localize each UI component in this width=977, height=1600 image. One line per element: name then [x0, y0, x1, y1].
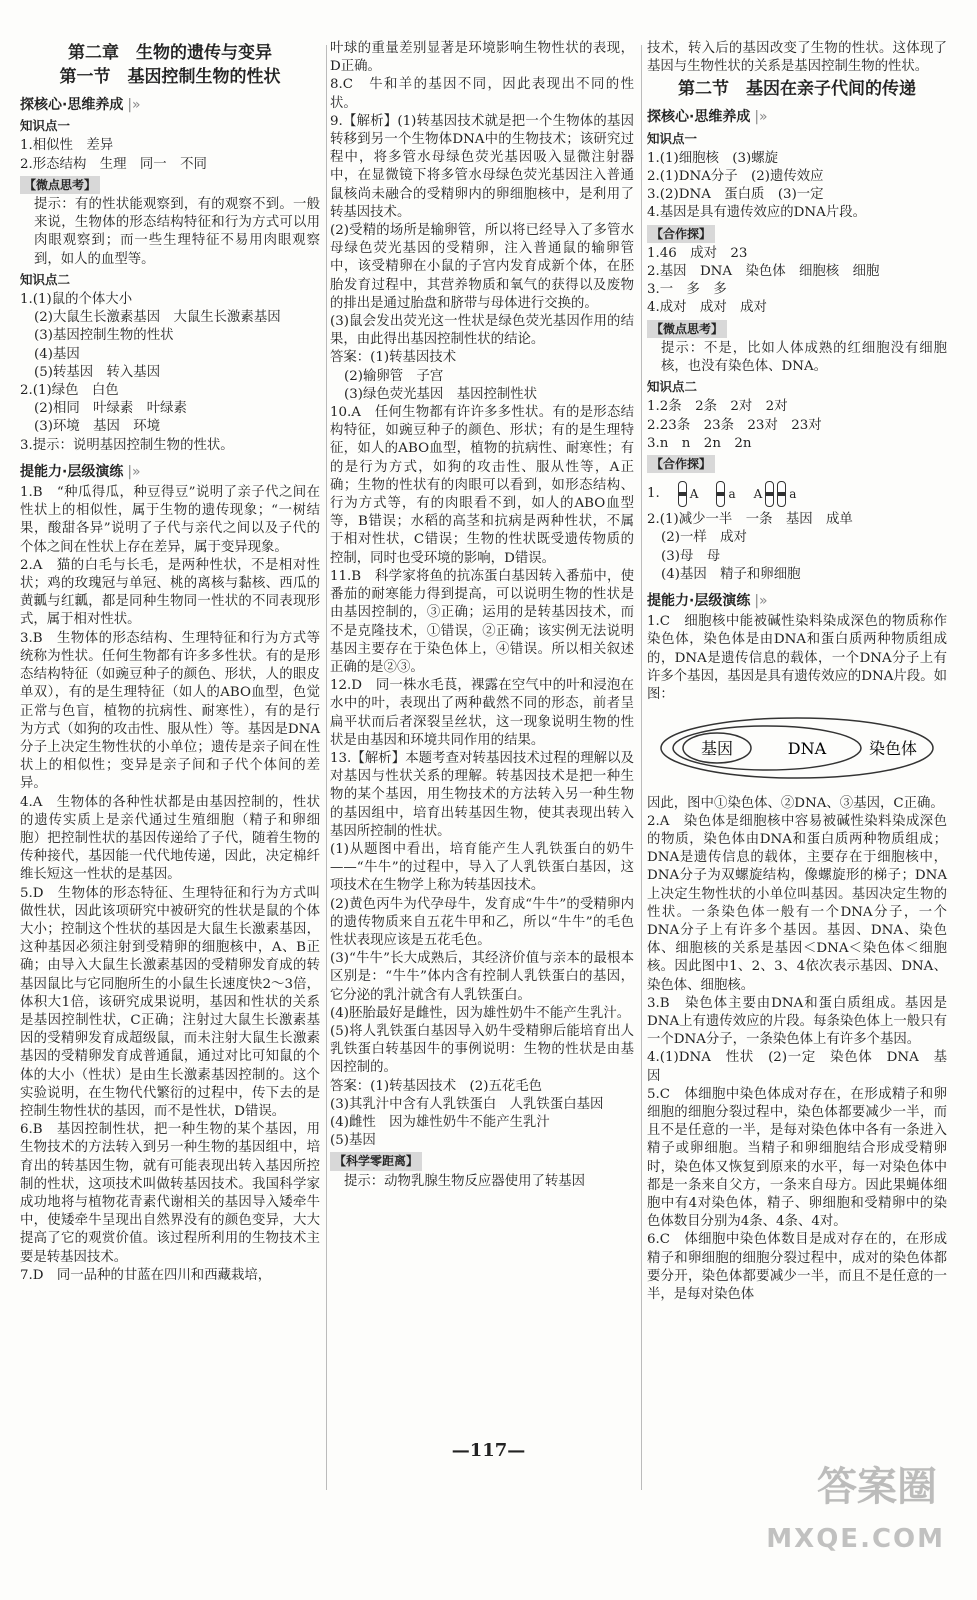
- think-text: 提示：有的性状能观察到，有的观察不到。一般来说，生物体的形态结构特征和行为方式可以用肉眼观察到；而一些生理特征不易用肉眼观察到，如人的血型等。: [34, 197, 320, 267]
- answer-item: 1.B “种瓜得瓜，种豆得豆”说明了亲子代之间在性状上的相似性，属于生物的遗传现象；“一树结果，酸甜各异”说明了子代与亲代之间以及子代的个体之间在性状上存在差异，属于变异现象。: [20, 485, 320, 555]
- column-divider: [641, 45, 642, 1490]
- section-header-explore: 探核心·思维养成 |»: [647, 109, 768, 126]
- list-item: 3.n n 2n 2n: [647, 435, 752, 451]
- answer-item: 7.D 同一品种的甘蓝在四川和西藏栽培，: [20, 1267, 272, 1283]
- list-item: 2.(1)绿色 白色: [20, 383, 119, 399]
- section-header-explore: 探核心·思维养成 |»: [20, 97, 141, 113]
- knowledge-point-2: 知识点二: [647, 379, 698, 395]
- answer-item: (3)“牛牛”长大成熟后，其经济价值与亲本的最根本区别是：“牛牛”体内含有控制人乳铁蛋白的基因，它分泌的乳汁就含有人乳铁蛋白。: [330, 951, 634, 1003]
- answer-item: 9.【解析】(1)转基因技术就是把一个生物体的基因转移到另一个生物体DNA中的生物技术；该研究过程中，将多管水母绿色荧光基因吸入显微注射器中，在显微镜下将多管水母绿色荧光基因注入普通鼠核尚未融合的受精卵内的卵细胞核中，是利用了转基因技术。: [330, 113, 634, 220]
- section-header-improve: 提能力·层级演练 |»: [647, 593, 768, 610]
- answer-item: 叶球的重量差别显著是环境影响生物性状的表现，D正确。: [330, 41, 634, 75]
- answer-item: 10.A 任何生物都有许许多多性状。有的是形态结构特征，如豌豆种子的颜色、形状；有的是生理特征，如人的ABO血型，植物的抗病性、耐寒性；有的是行为方式，如狗的攻击性、服从性等，A正确；生物的性状有的肉眼可以看到，如形态结构、行为方式等，有的肉眼看不到，如人的ABO血型等，B错误；水稻的高茎和抗病是两种性状，不属于相对性状，C错误；生物的性状既受遗传物质的控制，同时也受环境的影响，D错误。: [330, 405, 634, 566]
- list-item: (2)大鼠生长激素基因 大鼠生长激素基因: [34, 310, 281, 326]
- answer-item: 2.A 猫的白毛与长毛，是两种性状，不是相对性状；鸡的玫瑰冠与单冠、桃的离核与黏核、西瓜的黄瓤与红瓤，都是同种生物同一性状的不同表现形式，属于相对性状。: [20, 557, 320, 628]
- knowledge-point-1: 知识点一: [647, 130, 698, 146]
- venn-label-gene: 基因: [700, 739, 734, 759]
- watermark-logo: 答案圈: [817, 1464, 937, 1510]
- chromosome-icon: [777, 481, 786, 507]
- answer-item: 6.B 基因控制性状，把一种生物的某个基因，用生物技术的方法转入到另一种生物的基因组中，培育出的转基因生物，就有可能表现出转入基因所控制的性状，这项技术叫做转基因技术。我国科学家成功地将与植物花青素代谢相关的基因导入矮牵牛中，使矮牵牛呈现出自然界没有的颜色变异，大大提高了它的观赏价值。该过程所利用的生物技术主要是转基因技术。: [20, 1122, 320, 1265]
- answer-item: 5.D 生物体的形态特征、生理特征和行为方式叫做性状，因此该项研究中被研究的性状是鼠的个体大小；控制这个性状的基因是大鼠生长激素基因，这种基因必须注射到受精卵的细胞核中，A、B正确；由导入大鼠生长激素基因的受精卵发育成的转基因鼠比与它同胞所生的小鼠生长速度快2～3倍，体积大1倍，该研究成果说明，基因和性状的关系是基因控制性状，C正确；注射过大鼠生长激素基因的受精卵发育成超级鼠，而未注射大鼠生长激素基因的受精卵发育成普通鼠，通过对比可知鼠的个体的大小（性状）是由生长激素基因控制的。这个实验说明，在生物代代繁衍的过程中，传下去的是控制生物性状的基因，而不是性状，D错误。: [20, 885, 320, 1119]
- answer-item: 答案：(1)转基因技术 (2)五花毛色: [330, 1078, 543, 1094]
- answer-item: 13.【解析】本题考查对转基因技术过程的理解以及对基因与性状关系的理解。转基因技术是把一种生物的某个基因，用生物技术的方法转入另一种生物的基因组中，培育出转基因生物，使其表现出转入基因所控制的性状。: [330, 750, 634, 839]
- answer-item: (2)黄色丙牛为代孕母牛，发育成“牛牛”的受精卵内的遗传物质来自五花牛甲和乙，所以“牛牛”的毛色性状表现应该是五花毛色。: [330, 896, 634, 948]
- watermark-url: MXQE.COM: [766, 1524, 945, 1554]
- list-item: (4)基因 精子和卵细胞: [661, 566, 801, 582]
- coop-tag: 【合作探】: [647, 455, 715, 473]
- list-item: 3.一 多 多: [647, 282, 727, 298]
- list-item: 2.(1)减少一半 一条 基因 成单: [647, 512, 853, 528]
- list-item: (3)环境 基因 环境: [34, 419, 161, 435]
- knowledge-point-1: 知识点一: [20, 118, 71, 134]
- answer-item: 3.B 生物体的形态结构、生理特征和行为方式等统称为性状。任何生物都有许多多性状。有的是形态结构特征（如豌豆种子的颜色、形状，人的眼皮单双），有的是生理特征（如人的ABO血型，色觉正常与色盲，植物的抗病性、耐寒性），有的是行为方式（如狗的攻击性、服从性）等。基因是DNA分子上决定生物性状的小单位；遗传是亲子间在性状上的相似性；变异是亲子间和子代个体间的差异。: [20, 630, 320, 792]
- list-item: 1.(1)细胞核 (3)螺旋: [647, 150, 779, 166]
- chapter-title: 第二章 生物的遗传与变异: [68, 43, 272, 63]
- list-item: 2.形态结构 生理 同一 不同: [20, 156, 207, 172]
- list-item: 3.提示：说明基因控制生物的性状。: [20, 437, 234, 453]
- think-tag: 【微点思考】: [647, 320, 727, 338]
- chromosome-diagram: 1. A a A a: [647, 481, 947, 507]
- list-item: 2.23条 23条 23对 23对: [647, 417, 822, 433]
- answer-item: 技术，转入后的基因改变了生物的性状。这体现了基因与生物性状的关系是基因控制生物的性状。: [647, 41, 947, 75]
- chromosome-icon: [765, 481, 774, 507]
- chromosome-icon: [716, 481, 725, 507]
- venn-diagram: [657, 716, 937, 780]
- answer-item: (2)受精的场所是输卵管，所以将已经导入了多管水母绿色荧光基因的受精卵，注入普通鼠的输卵管中，该受精卵在小鼠的子宫内发育成新个体，在胚胎发育过程中，其营养物质和氧气的获得以及废物的排出是通过胎盘和脐带与母体进行交换的。: [330, 223, 634, 311]
- answer-item: (3)其乳汁中含有人乳铁蛋白 人乳铁蛋白基因: [330, 1096, 604, 1112]
- answer-item: 3.B 染色体主要由DNA和蛋白质组成。基因是DNA上有遗传效应的片段。每条染色体上一般只有一个DNA分子，一条染色体上有许多个基因。: [647, 995, 947, 1048]
- venn-label-dna: DNA: [787, 739, 827, 759]
- answer-item: (4)胚胎最好是雌性，因为雄性奶牛不能产生乳汁。: [330, 1005, 631, 1021]
- chromosome-pair: a: [716, 481, 735, 507]
- answer-item: 1.C 细胞核中能被碱性染料染成深色的物质称作染色体，染色体是由DNA和蛋白质两种物质组成的，DNA是遗传信息的载体，一个DNA分子上有许多个基因，基因是具有遗传效应的DNA片段。如图：: [647, 614, 947, 703]
- chromosome-pair: A: [678, 481, 699, 507]
- list-item: (4)基因: [34, 346, 80, 362]
- answer-item: (3)绿色荧光基因 基因控制性状: [344, 386, 538, 402]
- list-item: 1.(1)鼠的个体大小: [20, 292, 133, 308]
- knowledge-point-2: 知识点二: [20, 271, 71, 287]
- science-tag: 【科学零距离】: [330, 1152, 422, 1170]
- list-item: 3.(2)DNA 蛋白质 (3)一定: [647, 187, 824, 203]
- column-3: [647, 40, 947, 1304]
- list-item: (2)一样 成对: [661, 530, 747, 546]
- section-header-improve: 提能力·层级演练 |»: [20, 463, 141, 480]
- list-item: 1.2条 2条 2对 2对: [647, 399, 788, 415]
- chromosome-icon: [678, 481, 687, 507]
- list-item: (3)基因控制生物的性状: [34, 328, 174, 344]
- venn-label-chromosome: 染色体: [868, 739, 918, 759]
- list-item: 2.(1)DNA分子 (2)遗传效应: [647, 169, 824, 185]
- list-item: (3)母 母: [661, 548, 721, 564]
- answer-item: 11.B 科学家将鱼的抗冻蛋白基因转入番茄中，使番茄的耐寒能力得到提高，可以说明生物的性状是由基因控制的，③正确；运用的是转基因技术，而不是克隆技术，①错误，②正确；该实例无法说明基因主要存在于染色体上，④错误。所以相关叙述正确的是②③。: [330, 568, 634, 675]
- column-divider: [326, 45, 327, 1490]
- answer-item: 8.C 牛和羊的基因不同，因此表现出不同的性状。: [330, 77, 634, 111]
- answer-item: (2)输卵管 子宫: [344, 368, 444, 384]
- column-1: [20, 40, 320, 1285]
- answer-item: (4)雌性 因为雄性奶牛不能产生乳汁: [330, 1114, 550, 1130]
- list-item: (5)转基因 转入基因: [34, 364, 161, 380]
- section-title-1: 第一节 基因控制生物的性状: [59, 67, 281, 87]
- answer-item: (3)鼠会发出荧光这一性状是绿色荧光基因作用的结果，由此得出基因控制性状的结论。: [330, 314, 634, 348]
- section-title-2: 第二节 基因在亲子代间的传递: [678, 79, 916, 100]
- think-text: 提示：不是，比如人体成熟的红细胞没有细胞核，也没有染色体、DNA。: [661, 340, 947, 375]
- answer-item: (1)从题图中看出，培育能产生人乳铁蛋白的奶牛——“牛牛”的过程中，导入了人乳铁蛋白基因，这项技术在生物学上称为转基因技术。: [330, 841, 634, 894]
- list-item: 1.相似性 差异: [20, 138, 114, 154]
- list-item: 2.基因 DNA 染色体 细胞核 细胞: [647, 264, 880, 280]
- answer-item: 12.D 同一株水毛茛，裸露在空气中的叶和浸泡在水中的叶，表现出了两种截然不同的形态，前者呈扁平状而后者深裂呈丝状，这一现象说明生物的性状是由基因和环境共同作用的结果。: [330, 678, 634, 748]
- answer-item: 4.(1)DNA 性状 (2)一定 染色体 DNA 基因: [647, 1050, 947, 1084]
- coop-tag: 【合作探】: [647, 225, 715, 243]
- answer-item: 因此，图中①染色体、②DNA、③基因，C正确。: [647, 795, 944, 811]
- answer-item: 2.A 染色体是细胞核中容易被碱性染料染成深色的物质，染色体由DNA和蛋白质两种物质组成；DNA是遗传信息的载体，主要存在于细胞核中，DNA分子为双螺旋结构，像螺旋形的梯子；DNA上决定生物性状的小单位叫基因。基因决定生物的性状。一条染色体一般有一个DNA分子，一个DNA分子上有许多个基因。基因、DNA、染色体、细胞核的关系是基因＜DNA＜染色体＜细胞核。因此图中1、2、3、4依次表示基因、DNA、染色体、细胞核。: [647, 813, 947, 993]
- answer-item: 6.C 体细胞中染色体数目是成对存在的，在形成精子和卵细胞的细胞分裂过程中，成对的染色体都要分开，染色体都要减少一半，而且不是任意的一半，是每对染色体: [647, 1232, 947, 1302]
- column-2: [330, 40, 634, 1191]
- list-item: 4.基因是具有遗传效应的DNA片段。: [647, 205, 866, 221]
- answer-item: 5.C 体细胞中染色体成对存在，在形成精子和卵细胞的细胞分裂过程中，染色体都要减少一半，而且不是任意的一半，是每对染色体中各有一条进入精子或卵细胞。当精子和卵细胞结合形成受精卵时，染色体又恢复到原来的水平，每一对染色体中都是一条来自父方，一条来自母方。因此果蝇体细胞中有4对染色体，精子、卵细胞和受精卵中的染色体数目分别为4条、4条、4对。: [647, 1086, 947, 1230]
- list-item: (2)相同 叶绿素 叶绿素: [34, 401, 187, 417]
- science-text: 提示：动物乳腺生物反应器使用了转基因: [344, 1173, 586, 1189]
- list-item: 1.46 成对 23: [647, 245, 748, 261]
- answer-item: (5)基因: [330, 1133, 376, 1149]
- list-item: 4.成对 成对 成对: [647, 300, 767, 316]
- chromosome-pair: A a: [754, 481, 797, 507]
- page-number: —117—: [451, 1440, 526, 1461]
- think-tag: 【微点思考】: [20, 176, 100, 194]
- answer-item: 4.A 生物体的各种性状都是由基因控制的，性状的遗传实质上是亲代通过生殖细胞（精子和卵细胞）把控制性状的基因传递给了子代，随着生物的传种接代，基因能一代代地传递，因此，决定棉纤维长短这一性状的是基因。: [20, 794, 320, 883]
- answer-item: (5)将人乳铁蛋白基因导入奶牛受精卵后能培育出人乳铁蛋白转基因牛的事例说明：生物的性状是由基因控制的。: [330, 1023, 634, 1076]
- answer-item: 答案：(1)转基因技术: [330, 350, 457, 366]
